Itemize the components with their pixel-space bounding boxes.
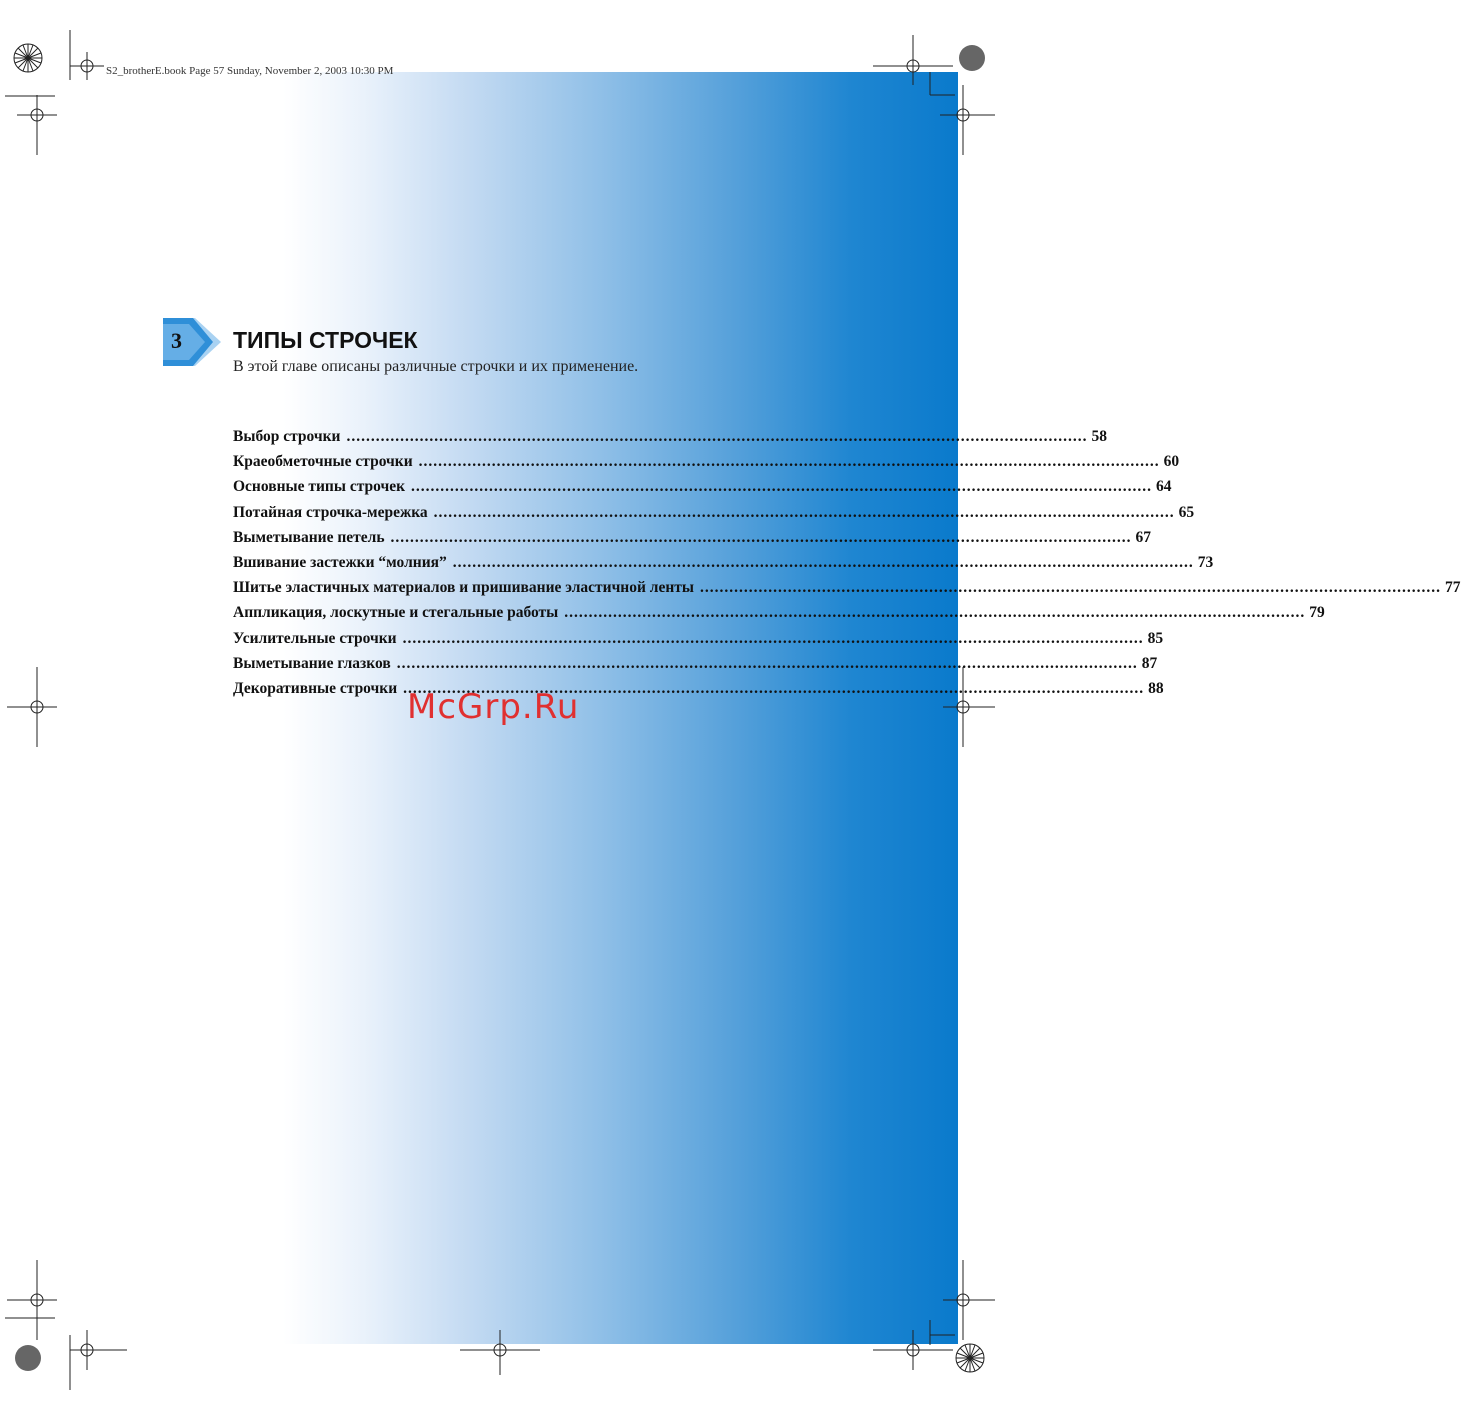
- toc-leader-dots: ........................................................................................................................................................: [564, 604, 1306, 622]
- toc-leader-dots: ........................................................................................................................................................: [418, 453, 1160, 471]
- table-of-contents: [233, 428, 1461, 705]
- toc-entry-label: Выбор строчки: [233, 428, 341, 445]
- toc-leader-dots: ........................................................................................................................................................: [390, 528, 1132, 546]
- toc-entry[interactable]: [233, 428, 1107, 453]
- toc-entry-page: 87: [1141, 654, 1158, 672]
- toc-leader-dots: ........................................................................................................................................................: [452, 553, 1194, 571]
- chapter-title: ТИПЫ СТРОЧЕК: [233, 327, 418, 353]
- toc-entry-page: 79: [1309, 604, 1325, 622]
- toc-entry[interactable]: [233, 503, 1195, 529]
- toc-entry-label: Основные типы строчек: [233, 478, 406, 496]
- toc-leader-dots: ........................................................................................................................................................: [396, 654, 1138, 672]
- toc-leader-dots: ........................................................................................................................................................: [403, 679, 1145, 697]
- toc-entry[interactable]: [233, 604, 1325, 629]
- toc-leader-dots: ........................................................................................................................................................: [433, 503, 1175, 521]
- toc-entry-label: Декоративные строчки: [233, 679, 398, 697]
- toc-entry-page: 65: [1178, 503, 1195, 521]
- toc-leader-dots: ........................................................................................................................................................: [411, 478, 1153, 496]
- toc-entry[interactable]: [233, 528, 1152, 554]
- toc-entry-page: 73: [1197, 553, 1214, 571]
- toc-entry-page: 85: [1147, 629, 1164, 647]
- toc-entry-label: Усилительные строчки: [233, 629, 397, 647]
- chapter-number: 3: [171, 328, 182, 353]
- chapter-subtitle: В этой главе описаны различные строчки и их применение.: [233, 358, 639, 375]
- toc-entry-label: Выметывание петель: [233, 528, 385, 546]
- toc-leader-dots: ........................................................................................................................................................: [402, 629, 1144, 647]
- toc-entry-page: 58: [1091, 428, 1107, 445]
- toc-entry[interactable]: [233, 478, 1172, 503]
- toc-entry[interactable]: [233, 453, 1180, 478]
- toc-entry-label: Шитье эластичных материалов и пришивание эластичной ленты: [233, 579, 695, 597]
- toc-entry[interactable]: [233, 654, 1158, 680]
- toc-leader-dots: ........................................................................................................................................................: [700, 579, 1442, 597]
- toc-entry[interactable]: [233, 629, 1164, 655]
- toc-entry[interactable]: [233, 579, 1461, 604]
- toc-entry-page: 88: [1148, 679, 1164, 697]
- toc-entry-label: Краеобметочные строчки: [233, 453, 413, 471]
- toc-entry[interactable]: [233, 553, 1214, 579]
- toc-entry-page: 67: [1135, 528, 1152, 546]
- toc-entry-label: Потайная строчка-мережка: [233, 503, 428, 521]
- watermark-text: McGrp.Ru: [407, 687, 580, 727]
- print-header: S2_brotherE.book Page 57 Sunday, November 2, 2003 10:30 PM: [106, 65, 394, 77]
- toc-entry-label: Выметывание глазков: [233, 654, 391, 672]
- toc-leader-dots: ........................................................................................................................................................: [346, 428, 1088, 445]
- toc-entry-page: 64: [1156, 478, 1172, 496]
- toc-entry-page: 60: [1163, 453, 1180, 471]
- toc-entry-page: 77: [1445, 579, 1461, 597]
- toc-entry-label: Аппликация, лоскутные и стегальные работы: [233, 604, 559, 622]
- toc-entry-label: Вшивание застежки “молния”: [233, 553, 447, 571]
